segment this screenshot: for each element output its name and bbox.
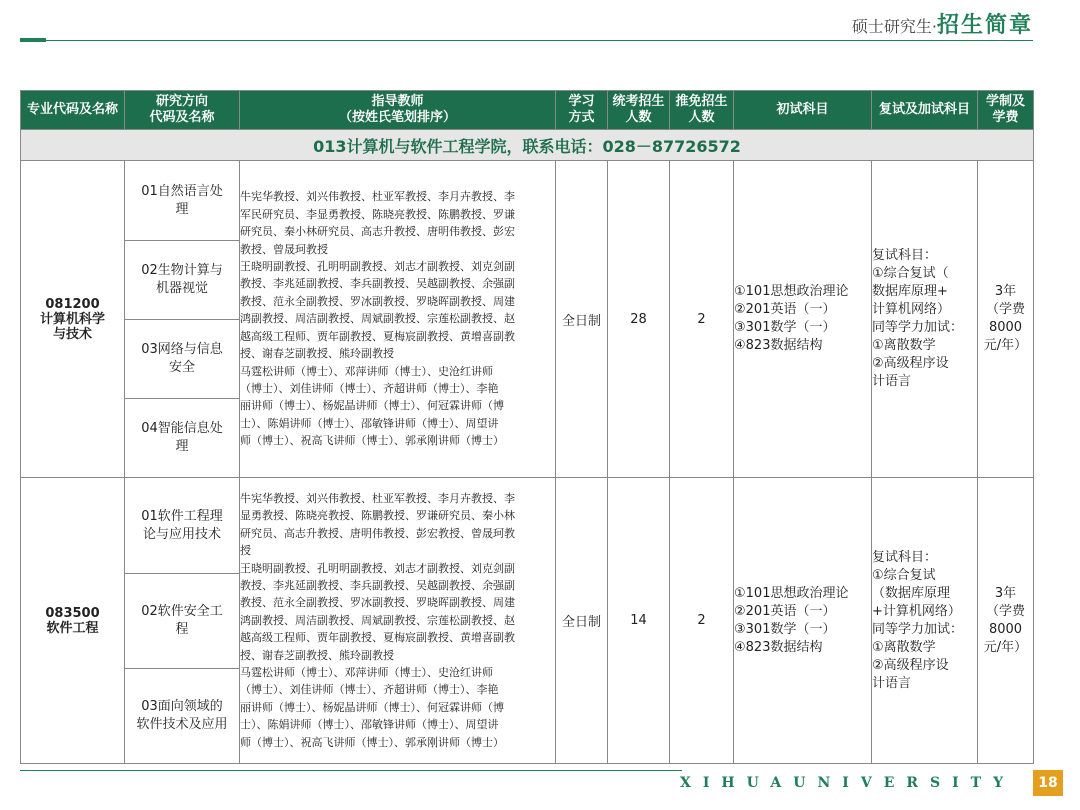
header-retest — [872, 91, 978, 130]
major-code: 083500 — [45, 605, 100, 621]
retest-subjects — [872, 161, 978, 478]
text-line: （数据库原理 — [872, 585, 951, 601]
text-line: 军民研究员、李显勇教授、陈晓亮教授、陈鹏教授、罗谦 — [240, 207, 515, 221]
text-line: 师（博士）、祝高飞讲师（博士）、郭承刚讲师（博士） — [240, 434, 504, 448]
text-line: 教授、范永全副教授、罗冰副教授、罗晓晖副教授、周建 — [240, 294, 515, 308]
text-line: 士）、陈娟讲师（博士）、邵敏锋讲师（博士）、周望讲 — [240, 718, 499, 732]
retest-subjects — [872, 478, 978, 764]
college-name: 013计算机与软件工程学院，联系电话：028－87726572 — [21, 130, 1034, 161]
text-line: 安全 — [168, 360, 195, 375]
text-line: 数据库原理+ — [872, 284, 948, 299]
text-line: 人数 — [625, 110, 652, 125]
text-line: 鸿副教授、周洁副教授、周斌副教授、宗莲松副教授、赵 — [240, 613, 515, 627]
text-line: 王晓明副教授、孔明明副教授、刘志才副教授、刘克剑副 — [240, 561, 515, 575]
text-line: 计算机网络） — [872, 302, 951, 317]
text-line: 马霆松讲师（博士）、邓萍讲师（博士）、史沧红讲师 — [240, 666, 493, 680]
text-line: 师（博士）、祝高飞讲师（博士）、郭承刚讲师（博士） — [240, 735, 504, 749]
direction-cell — [125, 320, 240, 399]
major-code: 081200 — [45, 296, 100, 312]
text-line: 同等学力加试： — [872, 320, 964, 335]
text-line: ②高级程序设 — [872, 657, 949, 673]
text-line: 8000 — [988, 320, 1023, 335]
header-dot: · — [931, 17, 937, 36]
text-line: 与技术 — [52, 326, 92, 342]
text-line: 计语言 — [872, 675, 912, 691]
text-line: 丽讲师（博士）、杨妮晶讲师（博士）、何冠霖讲师（博 — [240, 399, 504, 413]
major-083500 — [21, 478, 125, 764]
text-line: 牛宪华教授、刘兴伟教授、杜亚军教授、李月卉教授、李 — [240, 190, 515, 204]
direction-cell — [125, 399, 240, 478]
text-line: 论与应用技术 — [142, 526, 221, 542]
text-line: 方式 — [568, 110, 595, 125]
study-mode: 全日制 — [556, 161, 608, 478]
header-mode — [556, 91, 608, 130]
text-line: 3年 — [994, 284, 1017, 299]
text-line: 程 — [175, 622, 189, 637]
duration-fee — [978, 478, 1034, 764]
text-line: 学习 — [568, 94, 595, 109]
text-line: （学费 — [985, 603, 1025, 619]
text-line: 教授、范永全副教授、罗冰副教授、罗晓晖副教授、周建 — [240, 596, 515, 610]
direction-cell — [125, 669, 240, 764]
text-line: 指导教师 — [371, 94, 424, 109]
unified-quota: 28 — [608, 161, 670, 478]
text-line: 02生物计算与 — [141, 263, 223, 278]
table-header-row — [21, 91, 1034, 130]
text-line: 理 — [175, 201, 189, 217]
text-line: 代码及名称 — [149, 110, 215, 125]
admission-table — [20, 90, 1034, 764]
direction-cell — [125, 478, 240, 574]
direction-cell — [125, 241, 240, 320]
text-line: 机器视觉 — [155, 281, 208, 296]
exam-subjects — [734, 161, 872, 478]
header-fee — [978, 91, 1034, 130]
text-line: 马霆松讲师（博士）、邓萍讲师（博士）、史沧红讲师 — [240, 364, 493, 378]
text-line: 专业代码及名称 — [26, 102, 118, 117]
text-line: （按姓氏笔划排序） — [338, 110, 456, 125]
text-line: 3年 — [994, 585, 1017, 601]
header-exempt — [670, 91, 734, 130]
text-line: 复试科目： — [872, 549, 938, 565]
text-line: 01软件工程理 — [141, 508, 223, 524]
text-line: 01自然语言处 — [141, 183, 223, 199]
text-line: ②201英语（一） — [734, 603, 836, 619]
text-line: ①综合复试 — [872, 567, 936, 583]
text-line: 研究方向 — [155, 94, 208, 109]
text-line: 理 — [175, 439, 189, 454]
text-line: 丽讲师（博士）、杨妮晶讲师（博士）、何冠霖讲师（博 — [240, 700, 504, 714]
text-line: ②201英语（一） — [734, 302, 836, 317]
text-line: 02软件安全工 — [141, 604, 223, 619]
header-subtitle: 硕士研究生 — [851, 17, 932, 36]
major-081200 — [21, 161, 125, 478]
text-line: ④823数据结构 — [734, 338, 823, 353]
text-line: 04智能信息处 — [141, 421, 223, 436]
text-line: 越高级工程师、贾年副教授、夏梅宸副教授、黄增喜副教 — [240, 631, 515, 645]
page-number: 18 — [1033, 770, 1063, 796]
exempt-quota: 2 — [670, 161, 734, 478]
text-line: 牛宪华教授、刘兴伟教授、杜亚军教授、李月卉教授、李 — [240, 491, 515, 505]
tutor-list — [240, 161, 556, 478]
text-line: 学费 — [992, 110, 1019, 125]
text-line: 王晓明副教授、孔明明副教授、刘志才副教授、刘克剑副 — [240, 260, 515, 274]
unified-quota: 14 — [608, 478, 670, 764]
header-exam — [734, 91, 872, 130]
direction-cell — [125, 574, 240, 669]
text-line: （博士）、刘佳讲师（博士）、齐超讲师（博士）、李艳 — [240, 683, 499, 697]
text-line: ①离散数学 — [872, 639, 936, 655]
text-line: 元/年） — [983, 639, 1028, 655]
text-line: 软件技术及应用 — [136, 717, 228, 732]
text-line: 计算机科学 — [39, 311, 105, 327]
text-line: 统考招生 — [612, 94, 665, 109]
text-line: 授、谢春芝副教授、熊玲副教授 — [240, 648, 394, 662]
text-line: 复试科目： — [872, 248, 938, 263]
direction-cell — [125, 161, 240, 241]
text-line: ③301数学（一） — [734, 320, 836, 335]
college-row — [21, 130, 1034, 161]
text-line: 8000 — [988, 621, 1023, 637]
header-major — [21, 91, 125, 130]
text-line: ①101思想政治理论 — [734, 284, 849, 299]
text-line: 学制及 — [985, 94, 1025, 109]
university-name: XIHUAUNIVERSITY — [680, 775, 1016, 791]
text-line: （博士）、刘佳讲师（博士）、齐超讲师（博士）、李艳 — [240, 381, 499, 395]
text-line: 授 — [240, 544, 251, 558]
exam-subjects — [734, 478, 872, 764]
text-line: 显勇教授、陈晓亮教授、陈鹏教授、罗谦研究员、秦小林 — [240, 509, 515, 523]
text-line: 授、谢春芝副教授、熊玲副教授 — [240, 347, 394, 361]
page-header — [852, 8, 1033, 39]
text-line: 同等学力加试： — [872, 621, 964, 637]
text-line: 教授、曾晟珂教授 — [240, 242, 328, 256]
text-line: ③301数学（一） — [734, 621, 836, 637]
header-direction — [125, 91, 240, 130]
table-row — [21, 161, 1034, 241]
text-line: （学费 — [985, 302, 1025, 317]
table-row — [21, 478, 1034, 574]
footer-rule — [20, 770, 682, 771]
text-line: 教授、李兆延副教授、李兵副教授、吴越副教授、余强副 — [240, 277, 515, 291]
text-line: 研究员、高志升教授、唐明伟教授、彭宏教授、曾晟珂教 — [240, 526, 515, 540]
text-line: 元/年） — [983, 338, 1028, 353]
text-line: 03面向领域的 — [141, 699, 223, 714]
header-tutor — [240, 91, 556, 130]
text-line: 初试科目 — [776, 102, 829, 117]
text-line: 鸿副教授、周洁副教授、周斌副教授、宗莲松副教授、赵 — [240, 312, 515, 326]
text-line: 推免招生 — [675, 94, 728, 109]
text-line: 教授、李兆延副教授、李兵副教授、吴越副教授、余强副 — [240, 578, 515, 592]
text-line: ①综合复试（ — [872, 266, 949, 281]
text-line: ④823数据结构 — [734, 639, 823, 655]
text-line: 03网络与信息 — [141, 342, 223, 357]
study-mode: 全日制 — [556, 478, 608, 764]
text-line: 软件工程 — [46, 620, 99, 636]
text-line: 计语言 — [872, 374, 912, 389]
text-line: 复试及加试科目 — [878, 102, 970, 117]
text-line: ①离散数学 — [872, 338, 936, 353]
tutor-list — [240, 478, 556, 764]
exempt-quota: 2 — [670, 478, 734, 764]
text-line: ②高级程序设 — [872, 356, 949, 371]
text-line: 人数 — [688, 110, 715, 125]
text-line: 越高级工程师、贾年副教授、夏梅宸副教授、黄增喜副教 — [240, 329, 515, 343]
header-accent-bar — [20, 38, 46, 42]
text-line: 士）、陈娟讲师（博士）、邵敏锋讲师（博士）、周望讲 — [240, 416, 499, 430]
major-name — [21, 621, 124, 636]
header-unified — [608, 91, 670, 130]
text-line: 研究员、秦小林研究员、高志升教授、唐明伟教授、彭宏 — [240, 225, 515, 239]
header-title: 招生简章 — [936, 13, 1033, 38]
major-name — [21, 312, 124, 342]
text-line: ①101思想政治理论 — [734, 585, 849, 601]
header-rule — [45, 40, 1033, 41]
text-line: +计算机网络） — [872, 603, 961, 619]
duration-fee — [978, 161, 1034, 478]
